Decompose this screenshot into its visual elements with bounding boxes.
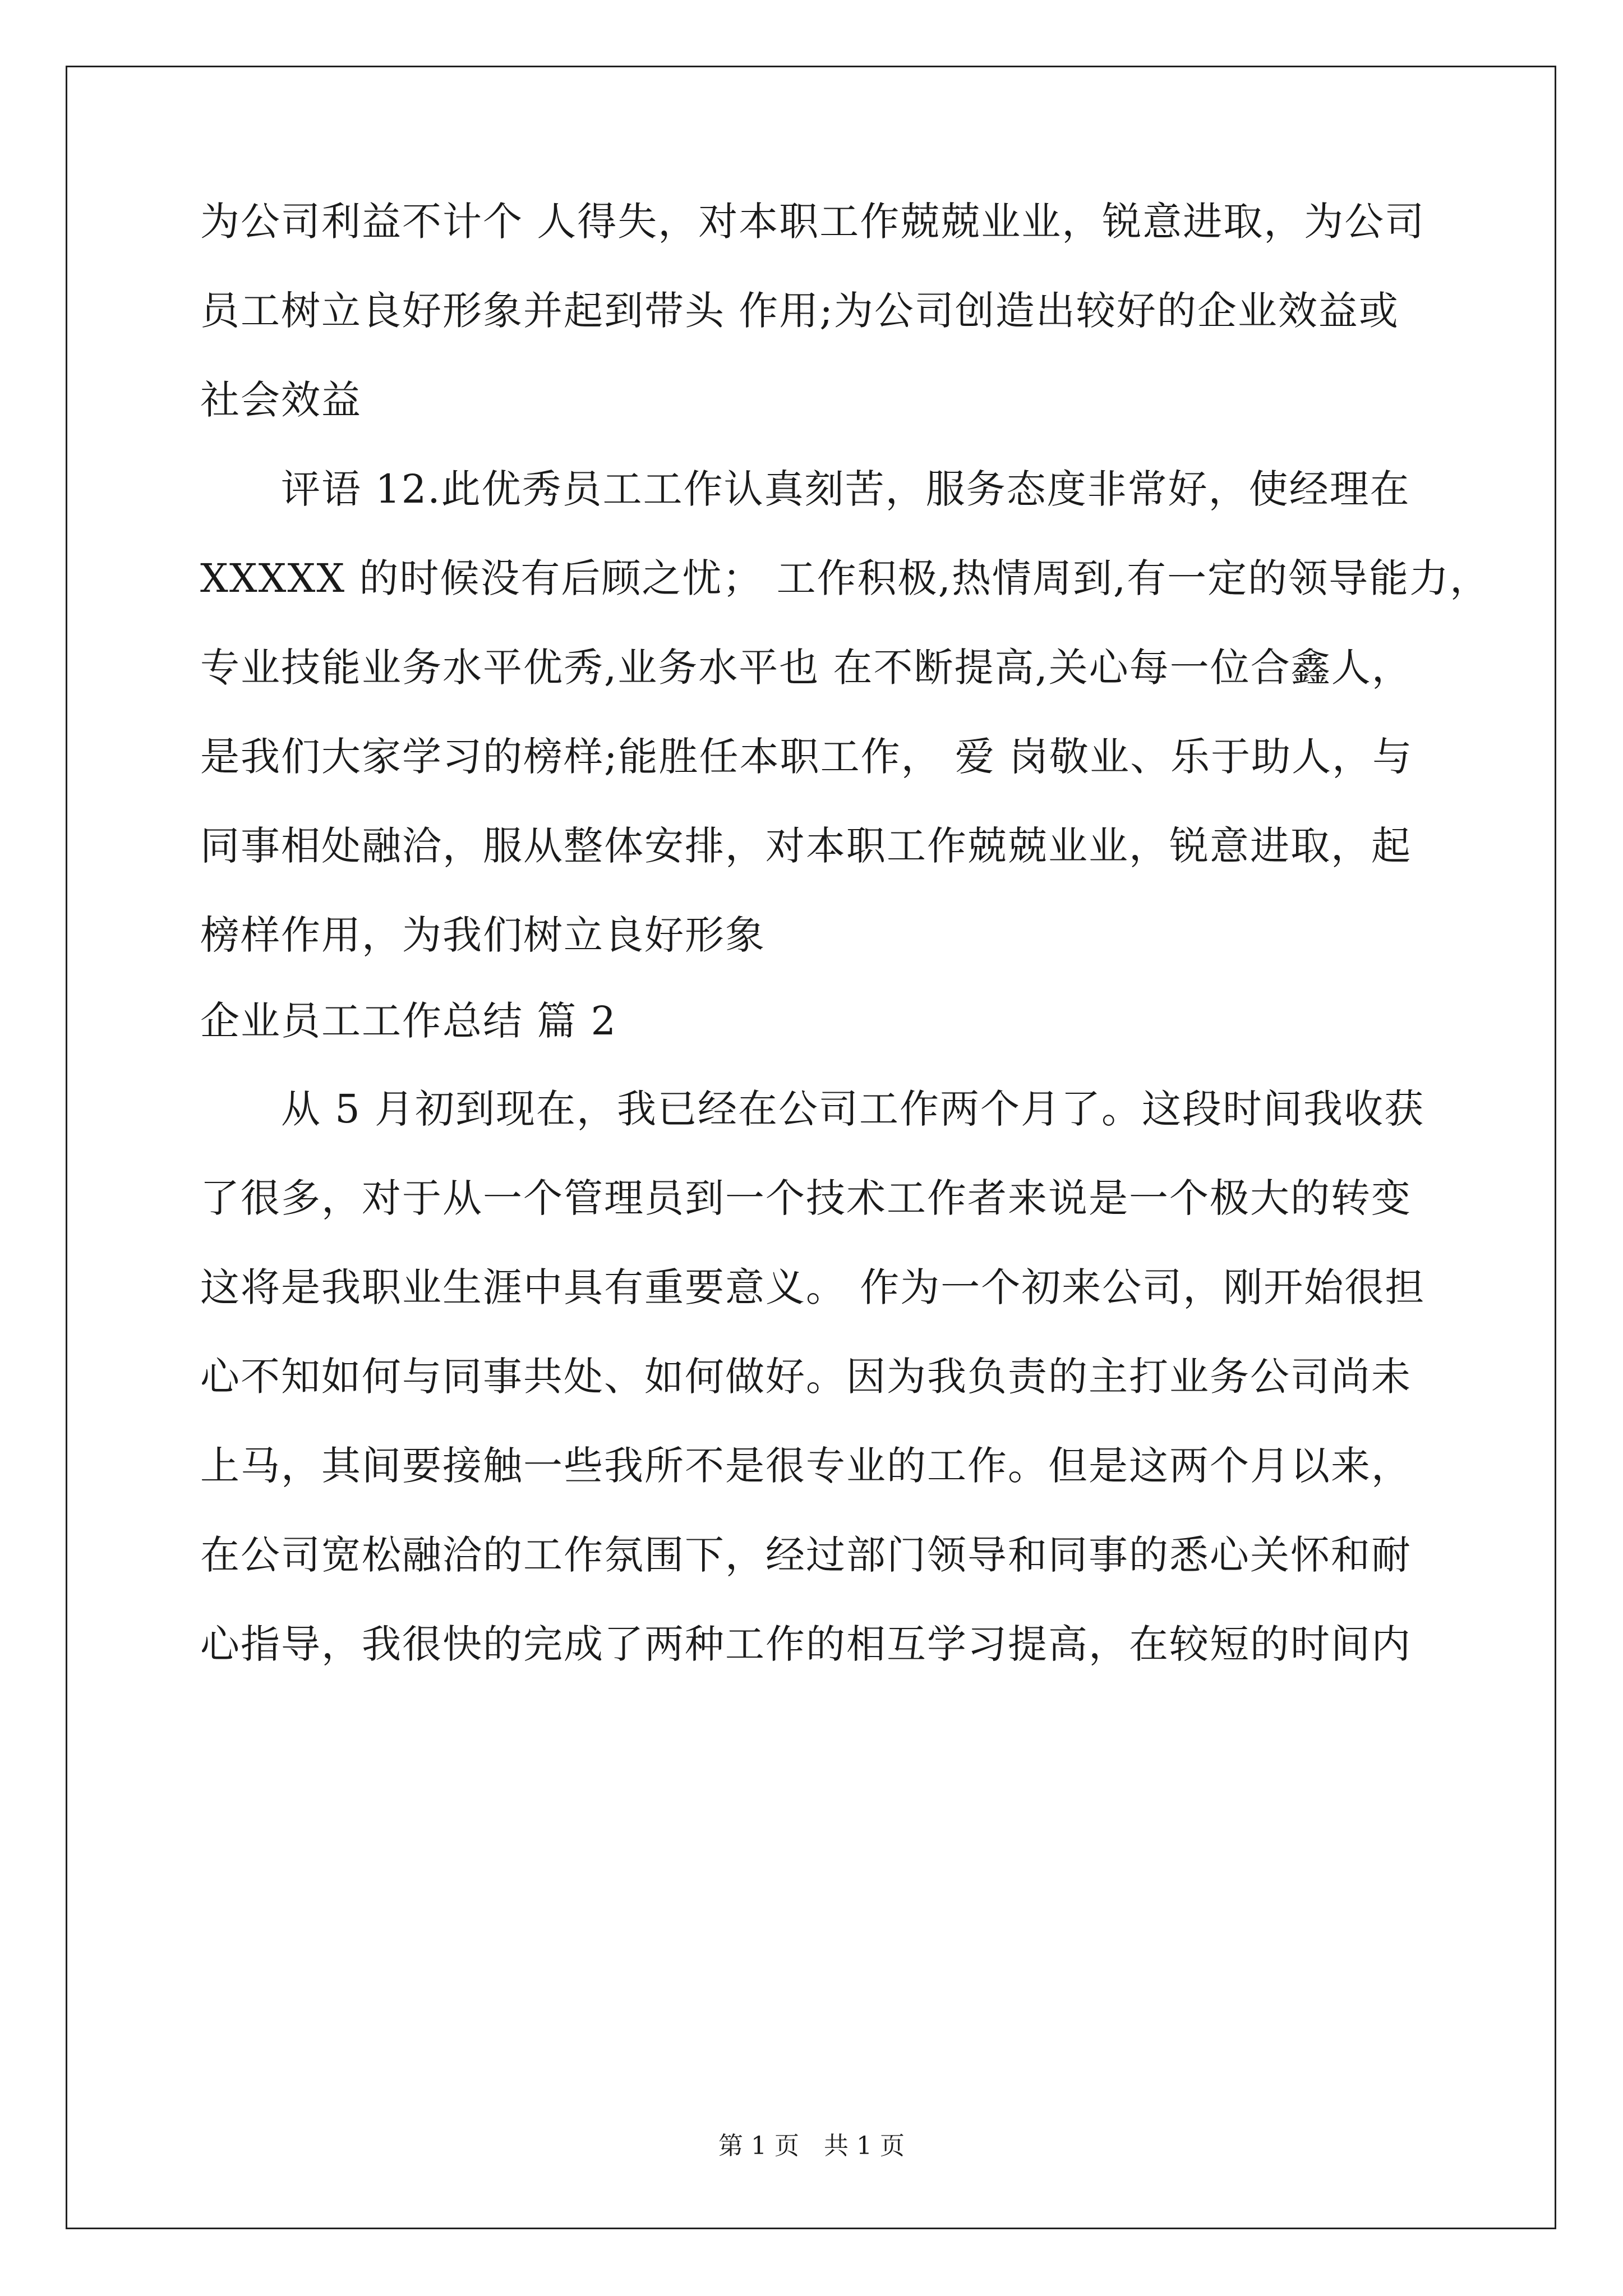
text-line: 同事相处融洽，服从整体安排，对本职工作兢兢业业，锐意进取，起 [200,823,1412,869]
text-line: 了很多，对于从一个管理员到一个技术工作者来说是一个极大的转变 [200,1175,1412,1221]
text-line: 评语 12.此优秀员工工作认真刻苦，服务态度非常好，使经理在 [200,466,1410,512]
text-line: 从 5 月初到现在，我已经在公司工作两个月了。这段时间我收获 [200,1086,1425,1132]
text-line: 心不知如何与同事共处、如何做好。因为我负责的主打业务公司尚未 [200,1354,1412,1400]
text-line: 员工树立良好形象并起到带头 作用;为公司创造出较好的企业效益或 [200,288,1399,334]
section-heading: 企业员工工作总结 篇 2 [200,998,617,1044]
text-line: 在公司宽松融洽的工作氛围下，经过部门领导和同事的悉心关怀和耐 [200,1532,1412,1578]
text-line: 专业技能业务水平优秀,业务水平也 在不断提高,关心每一位合鑫人， [200,645,1412,691]
text-line: 上马，其间要接触一些我所不是很专业的工作。但是这两个月以来， [200,1443,1412,1489]
text-line: 心指导，我很快的完成了两种工作的相互学习提高，在较短的时间内 [200,1621,1412,1667]
text-line: 为公司利益不计个 人得失，对本职工作兢兢业业，锐意进取，为公司 [200,199,1426,245]
text-line: 是我们大家学习的榜样;能胜任本职工作， 爱 岗敬业、乐于助人，与 [200,734,1413,780]
text-line: XXXXX 的时候没有后顾之忧； 工作积极,热情周到,有一定的领导能力， [200,555,1491,601]
page-footer: 第 1 页 共 1 页 [718,2132,905,2160]
text-line: 榜样作用，为我们树立良好形象 [200,912,766,958]
text-line: 这将是我职业生涯中具有重要意义。 作为一个初来公司，刚开始很担 [200,1264,1426,1310]
text-line: 社会效益 [200,377,362,423]
